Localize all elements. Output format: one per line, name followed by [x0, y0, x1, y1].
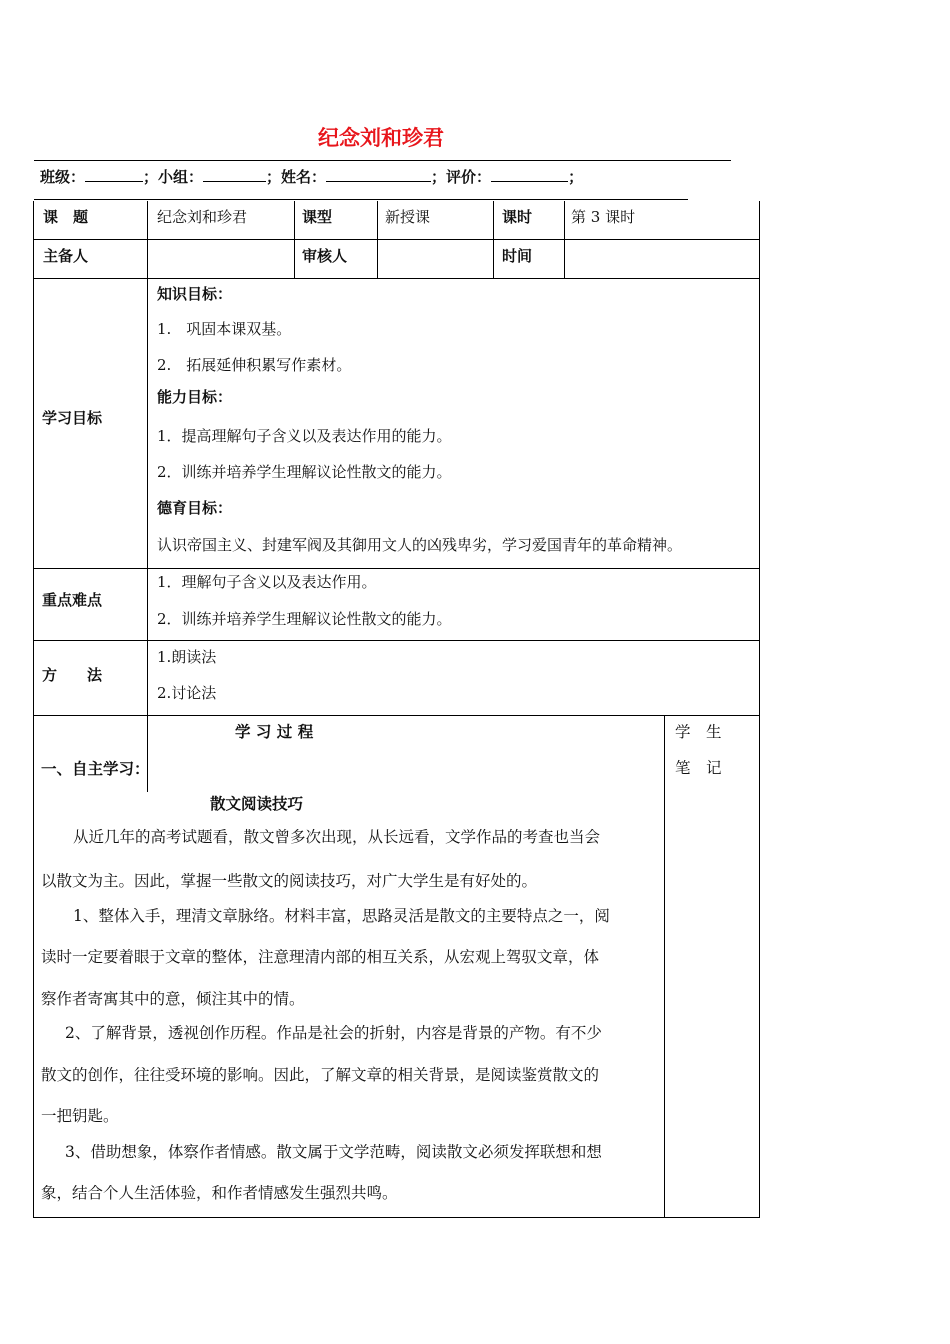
- notes-divider: [664, 716, 665, 1218]
- title-divider: [34, 160, 731, 161]
- section-self-study: 一、自主学习：: [41, 760, 150, 778]
- class-blank[interactable]: [85, 167, 143, 182]
- notes-label-1: 学 生: [675, 723, 722, 741]
- para3-line3: 一把钥匙。: [41, 1107, 119, 1125]
- knowledge-item-2: 2. 拓展延伸积累写作素材。: [157, 356, 352, 374]
- para1-line2: 以散文为主。因此，掌握一些散文的阅读技巧，对广大学生是有好处的。: [41, 872, 538, 890]
- period-value: 第 3 课时: [571, 208, 636, 226]
- para4-line2: 象，结合个人生活体验，和作者情感发生强烈共鸣。: [41, 1184, 398, 1202]
- moral-item-1: 认识帝国主义、封建军阀及其御用文人的凶残卑劣，学习爱国青年的革命精神。: [157, 536, 683, 554]
- para2-line1: 1、整体入手，理清文章脉络。材料丰富，思路灵活是散文的主要特点之一，阅: [73, 907, 610, 925]
- ability-item-2: 2．训练并培养学生理解议论性散文的能力。: [157, 463, 452, 481]
- para2-line3: 察作者寄寓其中的意，倾注其中的情。: [41, 990, 305, 1008]
- para4-line1: 3、借助想象，体察作者情感。散文属于文学范畴，阅读散文必须发挥联想和想: [65, 1143, 602, 1161]
- method-row: [33, 641, 760, 716]
- objectives-row: [33, 279, 760, 569]
- knowledge-item-1: 1. 巩固本课双基。: [157, 320, 292, 338]
- objectives-label: 学习目标: [42, 409, 103, 427]
- method-item-2: 2.讨论法: [157, 684, 217, 702]
- method-item-1: 1.朗读法: [157, 648, 217, 666]
- eval-label: ；评价：: [431, 168, 492, 186]
- ability-title: 能力目标：: [157, 388, 233, 406]
- moral-title: 德育目标：: [157, 499, 233, 517]
- key-point-2: 2．训练并培养学生理解议论性散文的能力。: [157, 610, 452, 628]
- key-point-1: 1．理解句子含义以及表达作用。: [157, 573, 377, 591]
- para3-line2: 散文的创作，往往受环境的影响。因此，了解文章的相关背景，是阅读鉴赏散文的: [41, 1066, 600, 1084]
- prepare-label: 主备人: [43, 247, 89, 265]
- page-title: 纪念刘和珍君: [318, 126, 444, 150]
- review-label: 审核人: [302, 247, 348, 265]
- type-label: 课型: [302, 208, 333, 226]
- group-blank[interactable]: [203, 167, 266, 182]
- ability-item-1: 1．提高理解句子含义以及表达作用的能力。: [157, 427, 452, 445]
- subheading-prose-tips: 散文阅读技巧: [210, 795, 304, 813]
- process-heading: 学 习 过 程: [235, 723, 314, 741]
- topic-value: 纪念刘和珍君: [157, 208, 248, 226]
- key-points-row: [33, 569, 760, 641]
- topic-label: 课 题: [43, 208, 89, 226]
- key-points-label: 重点难点: [42, 591, 103, 609]
- para1-line1: 从近几年的高考试题看，散文曾多次出现，从长远看，文学作品的考查也当会: [73, 828, 601, 846]
- group-label: ；小组：: [143, 168, 204, 186]
- type-value: 新授课: [385, 208, 431, 226]
- time-label: 时间: [502, 247, 533, 265]
- student-info-row: [40, 166, 583, 187]
- header-row-2: [33, 240, 760, 279]
- knowledge-title: 知识目标：: [157, 285, 233, 303]
- name-label: ；姓名：: [266, 168, 327, 186]
- info-end: ；: [568, 168, 584, 186]
- period-label: 课时: [502, 208, 533, 226]
- notes-label-2: 笔 记: [675, 759, 722, 777]
- info-divider: [34, 199, 688, 200]
- method-label: 方 法: [42, 666, 103, 684]
- eval-blank[interactable]: [491, 167, 568, 182]
- class-label: 班级：: [40, 168, 86, 186]
- name-blank[interactable]: [326, 167, 431, 182]
- para3-line1: 2、了解背景，透视创作历程。作品是社会的折射，内容是背景的产物。有不少: [65, 1024, 602, 1042]
- para2-line2: 读时一定要着眼于文章的整体，注意理清内部的相互关系，从宏观上驾驭文章，体: [41, 948, 600, 966]
